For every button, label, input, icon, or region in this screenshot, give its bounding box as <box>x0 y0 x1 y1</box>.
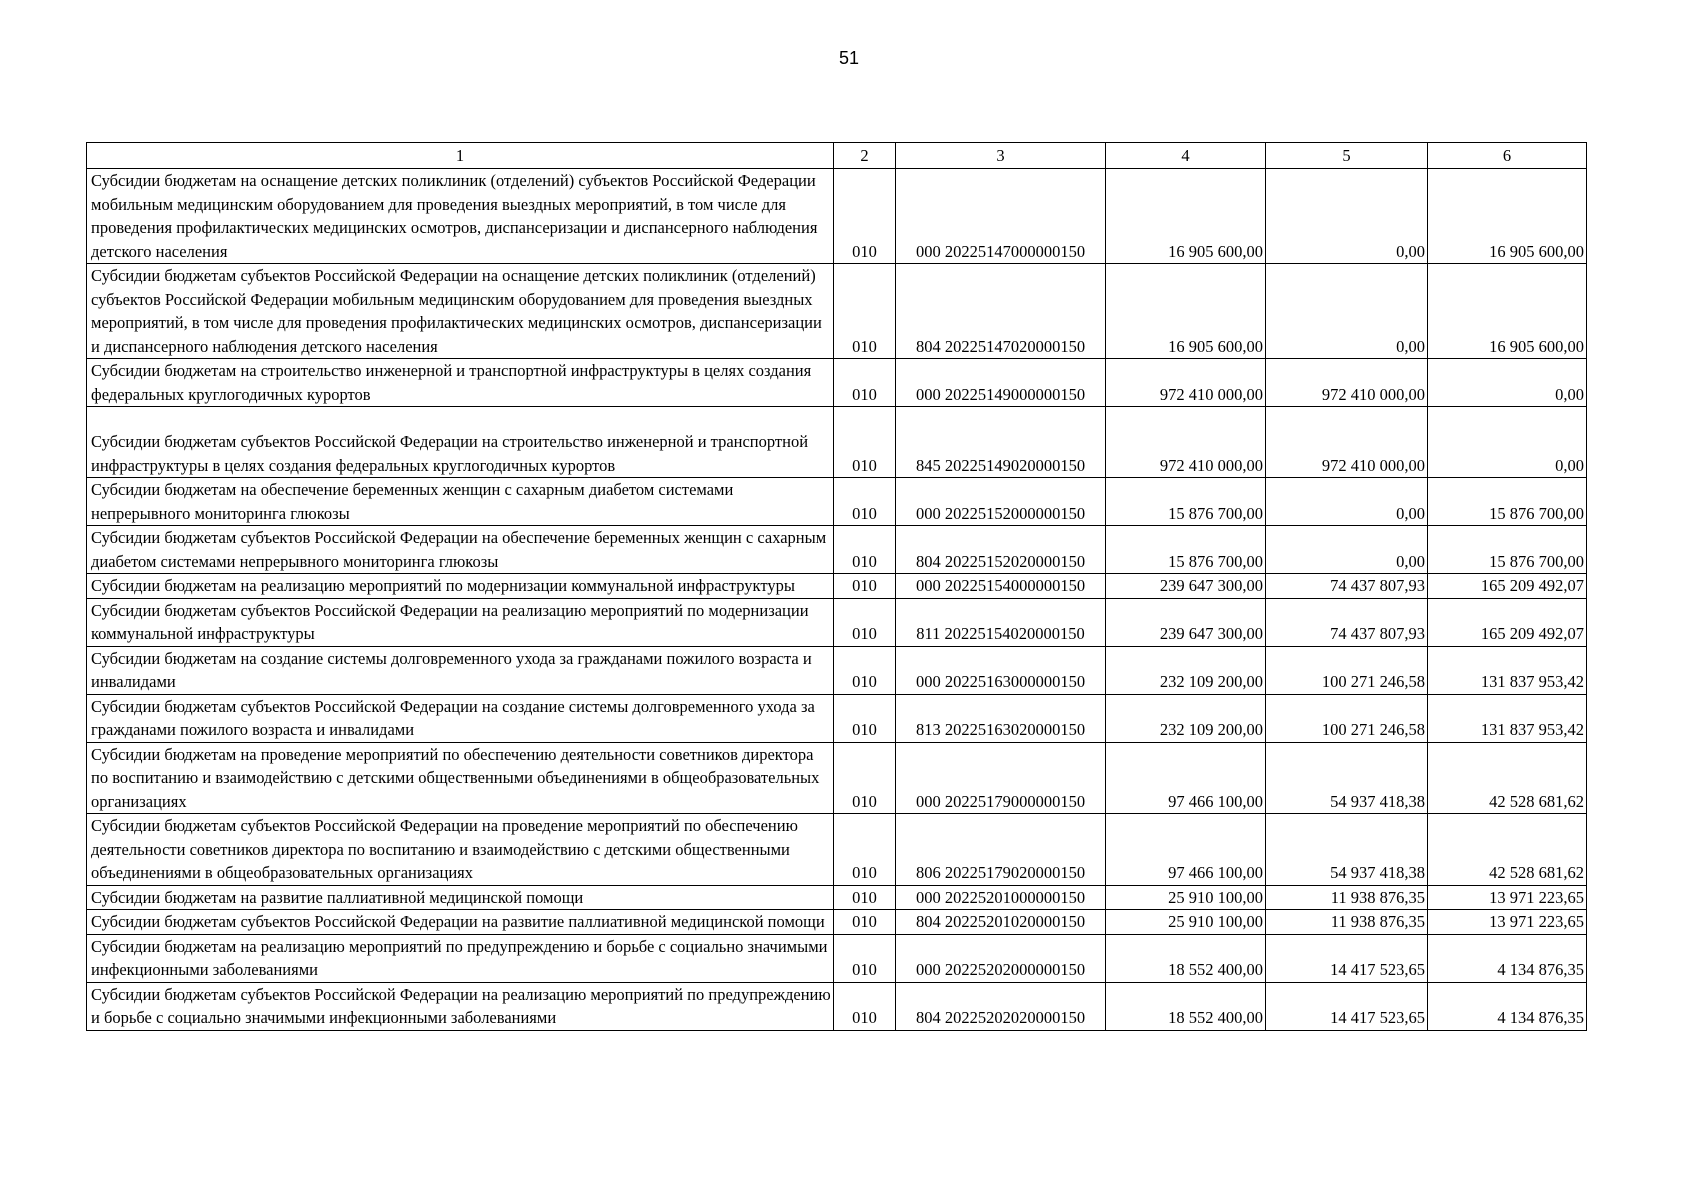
row-code: 010 <box>834 526 896 574</box>
row-name: Субсидии бюджетам субъектов Российской Федерации на создание системы долговременного ухода за гражданами пожилого возраста и инвалидами <box>87 694 834 742</box>
row-value-6: 131 837 953,42 <box>1428 646 1587 694</box>
row-value-5: 11 938 876,35 <box>1266 910 1428 935</box>
column-header: 1 <box>87 143 834 169</box>
row-value-6: 4 134 876,35 <box>1428 982 1587 1030</box>
row-value-5: 100 271 246,58 <box>1266 694 1428 742</box>
row-value-6: 0,00 <box>1428 359 1587 407</box>
row-value-6: 0,00 <box>1428 407 1587 478</box>
row-name: Субсидии бюджетам на проведение мероприятий по обеспечению деятельности советников директора по воспитанию и взаимодействию с детскими общественными объединениями в общеобразовательных организациях <box>87 742 834 814</box>
row-budget-code: 845 20225149020000150 <box>896 407 1106 478</box>
row-value-5: 54 937 418,38 <box>1266 814 1428 886</box>
row-code: 010 <box>834 598 896 646</box>
row-code: 010 <box>834 407 896 478</box>
row-value-6: 13 971 223,65 <box>1428 885 1587 910</box>
row-value-5: 0,00 <box>1266 264 1428 359</box>
row-value-4: 972 410 000,00 <box>1106 407 1266 478</box>
row-budget-code: 000 20225201000000150 <box>896 885 1106 910</box>
row-budget-code: 811 20225154020000150 <box>896 598 1106 646</box>
row-name: Субсидии бюджетам на создание системы долговременного ухода за гражданами пожилого возраста и инвалидами <box>87 646 834 694</box>
table-header-row <box>87 143 1587 169</box>
table-row <box>87 814 1587 886</box>
row-value-5: 0,00 <box>1266 478 1428 526</box>
row-budget-code: 000 20225202000000150 <box>896 934 1106 982</box>
row-name: Субсидии бюджетам субъектов Российской Федерации на развитие паллиативной медицинской помощи <box>87 910 834 935</box>
row-value-4: 239 647 300,00 <box>1106 574 1266 599</box>
row-budget-code: 000 20225154000000150 <box>896 574 1106 599</box>
table-row <box>87 359 1587 407</box>
table-row <box>87 574 1587 599</box>
row-name: Субсидии бюджетам субъектов Российской Федерации на проведение мероприятий по обеспечению деятельности советников директора по воспитанию и взаимодействию с детскими общественными объединениями в общеобразовательных организациях <box>87 814 834 886</box>
row-budget-code: 806 20225179020000150 <box>896 814 1106 886</box>
table-row <box>87 598 1587 646</box>
row-value-6: 4 134 876,35 <box>1428 934 1587 982</box>
table-row <box>87 742 1587 814</box>
row-value-5: 14 417 523,65 <box>1266 934 1428 982</box>
row-code: 010 <box>834 814 896 886</box>
column-header: 5 <box>1266 143 1428 169</box>
row-value-4: 239 647 300,00 <box>1106 598 1266 646</box>
row-value-4: 97 466 100,00 <box>1106 814 1266 886</box>
row-name: Субсидии бюджетам на реализацию мероприятий по предупреждению и борьбе с социально значимыми инфекционными заболеваниями <box>87 934 834 982</box>
row-name: Субсидии бюджетам субъектов Российской Федерации на реализацию мероприятий по модернизации коммунальной инфраструктуры <box>87 598 834 646</box>
row-value-4: 972 410 000,00 <box>1106 359 1266 407</box>
row-name: Субсидии бюджетам субъектов Российской Федерации на обеспечение беременных женщин с сахарным диабетом системами непрерывного мониторинга глюкозы <box>87 526 834 574</box>
row-value-4: 232 109 200,00 <box>1106 694 1266 742</box>
row-value-6: 15 876 700,00 <box>1428 526 1587 574</box>
row-name: Субсидии бюджетам на оснащение детских поликлиник (отделений) субъектов Российской Федерации мобильным медицинским оборудованием для проведения выездных мероприятий, в том числе для проведения профилактических медицинских осмотров, диспансеризации и диспансерного наблюдения детского населения <box>87 169 834 264</box>
row-value-5: 972 410 000,00 <box>1266 359 1428 407</box>
row-code: 010 <box>834 934 896 982</box>
row-budget-code: 000 20225149000000150 <box>896 359 1106 407</box>
row-code: 010 <box>834 646 896 694</box>
row-budget-code: 000 20225147000000150 <box>896 169 1106 264</box>
table-row <box>87 526 1587 574</box>
table-row <box>87 694 1587 742</box>
row-value-6: 16 905 600,00 <box>1428 264 1587 359</box>
table-row <box>87 169 1587 264</box>
row-value-6: 131 837 953,42 <box>1428 694 1587 742</box>
row-name: Субсидии бюджетам на строительство инженерной и транспортной инфраструктуры в целях создания федеральных круглогодичных курортов <box>87 359 834 407</box>
row-budget-code: 804 20225201020000150 <box>896 910 1106 935</box>
row-value-6: 13 971 223,65 <box>1428 910 1587 935</box>
row-value-4: 97 466 100,00 <box>1106 742 1266 814</box>
row-value-5: 100 271 246,58 <box>1266 646 1428 694</box>
budget-table <box>86 142 1587 1031</box>
row-value-6: 165 209 492,07 <box>1428 598 1587 646</box>
row-name: Субсидии бюджетам субъектов Российской Федерации на оснащение детских поликлиник (отделений) субъектов Российской Федерации мобильным медицинским оборудованием для проведения выездных мероприятий, в том числе для проведения профилактических медицинских осмотров, диспансеризации и диспансерного наблюдения детского населения <box>87 264 834 359</box>
row-value-5: 0,00 <box>1266 169 1428 264</box>
row-code: 010 <box>834 694 896 742</box>
row-name: Субсидии бюджетам на реализацию мероприятий по модернизации коммунальной инфраструктуры <box>87 574 834 599</box>
row-code: 010 <box>834 264 896 359</box>
row-code: 010 <box>834 742 896 814</box>
row-code: 010 <box>834 910 896 935</box>
row-code: 010 <box>834 169 896 264</box>
row-value-5: 74 437 807,93 <box>1266 574 1428 599</box>
row-value-5: 74 437 807,93 <box>1266 598 1428 646</box>
table-row <box>87 910 1587 935</box>
table-row <box>87 646 1587 694</box>
row-code: 010 <box>834 885 896 910</box>
row-value-4: 16 905 600,00 <box>1106 264 1266 359</box>
row-value-5: 54 937 418,38 <box>1266 742 1428 814</box>
row-value-4: 15 876 700,00 <box>1106 478 1266 526</box>
row-value-4: 15 876 700,00 <box>1106 526 1266 574</box>
row-name: Субсидии бюджетам субъектов Российской Федерации на реализацию мероприятий по предупреждению и борьбе с социально значимыми инфекционными заболеваниями <box>87 982 834 1030</box>
row-code: 010 <box>834 574 896 599</box>
row-value-4: 25 910 100,00 <box>1106 885 1266 910</box>
row-budget-code: 000 20225152000000150 <box>896 478 1106 526</box>
column-header: 3 <box>896 143 1106 169</box>
row-budget-code: 000 20225179000000150 <box>896 742 1106 814</box>
row-value-5: 14 417 523,65 <box>1266 982 1428 1030</box>
row-budget-code: 000 20225163000000150 <box>896 646 1106 694</box>
row-name: Субсидии бюджетам субъектов Российской Федерации на строительство инженерной и транспортной инфраструктуры в целях создания федеральных круглогодичных курортов <box>87 407 834 478</box>
table-row <box>87 934 1587 982</box>
row-budget-code: 813 20225163020000150 <box>896 694 1106 742</box>
row-value-6: 15 876 700,00 <box>1428 478 1587 526</box>
row-name: Субсидии бюджетам на обеспечение беременных женщин с сахарным диабетом системами непрерывного мониторинга глюкозы <box>87 478 834 526</box>
column-header: 2 <box>834 143 896 169</box>
row-value-4: 18 552 400,00 <box>1106 982 1266 1030</box>
column-header: 6 <box>1428 143 1587 169</box>
row-value-6: 42 528 681,62 <box>1428 742 1587 814</box>
row-value-4: 232 109 200,00 <box>1106 646 1266 694</box>
table-row <box>87 478 1587 526</box>
row-code: 010 <box>834 478 896 526</box>
row-code: 010 <box>834 982 896 1030</box>
table-row <box>87 982 1587 1030</box>
page-number: 51 <box>838 48 860 68</box>
row-budget-code: 804 20225147020000150 <box>896 264 1106 359</box>
table-row <box>87 407 1587 478</box>
row-value-5: 11 938 876,35 <box>1266 885 1428 910</box>
row-value-4: 18 552 400,00 <box>1106 934 1266 982</box>
row-value-6: 42 528 681,62 <box>1428 814 1587 886</box>
row-code: 010 <box>834 359 896 407</box>
row-value-6: 16 905 600,00 <box>1428 169 1587 264</box>
row-value-4: 16 905 600,00 <box>1106 169 1266 264</box>
row-name: Субсидии бюджетам на развитие паллиативной медицинской помощи <box>87 885 834 910</box>
row-budget-code: 804 20225152020000150 <box>896 526 1106 574</box>
table-row <box>87 885 1587 910</box>
row-value-4: 25 910 100,00 <box>1106 910 1266 935</box>
column-header: 4 <box>1106 143 1266 169</box>
table-row <box>87 264 1587 359</box>
row-value-5: 0,00 <box>1266 526 1428 574</box>
row-budget-code: 804 20225202020000150 <box>896 982 1106 1030</box>
row-value-6: 165 209 492,07 <box>1428 574 1587 599</box>
row-value-5: 972 410 000,00 <box>1266 407 1428 478</box>
